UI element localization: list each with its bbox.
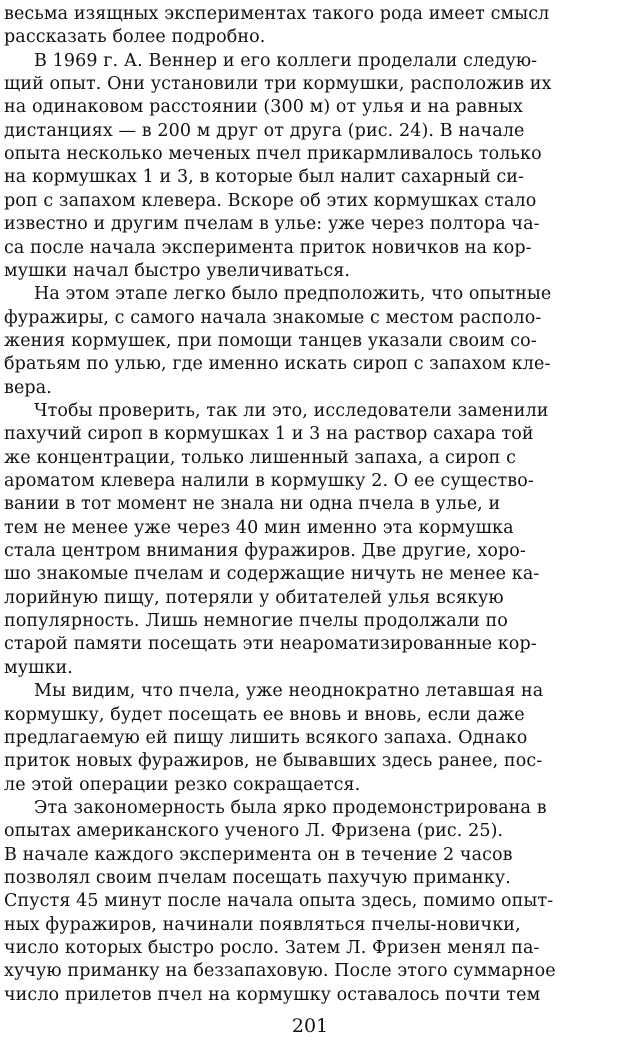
text-line: предлагаемую ей пищу лишить всякого запаха. Однако: [4, 727, 528, 748]
text-line: позволял своим пчелам посещать пахучую приманку.: [4, 867, 511, 888]
text-line: ароматом клевера налили в кормушку 2. О ее существо-: [4, 471, 534, 491]
text-line: хучую приманку на беззапаховую. После этого суммарное: [4, 961, 556, 982]
text-line: жения кормушек, при помощи танцев указали своим со-: [4, 330, 537, 351]
text-line: мушки.: [4, 657, 73, 678]
text-line: щий опыт. Они установили три кормушки, расположив их: [4, 74, 552, 95]
text-line: шо знакомые пчелам и содержащие ничуть не менее ка-: [4, 564, 540, 585]
text-line: дистанциях — в 200 м друг от друга (рис. 24). В начале: [4, 120, 525, 141]
text-line: лорийную пищу, потеряли у обитателей улья всякую: [4, 587, 504, 608]
text-line: са после начала эксперимента приток новичков на кор-: [4, 237, 532, 258]
text-line: старой памяти посещать эти неароматизированные кор-: [4, 634, 537, 655]
text-line: известно и другим пчелам в улье: уже через полтора ча-: [4, 214, 540, 235]
page-number: 201: [291, 1015, 329, 1037]
text-line: роп с запахом клевера. Вскоре об этих кормушках стало: [4, 190, 537, 211]
text-line: стала центром внимания фуражиров. Две другие, хоро-: [4, 541, 526, 562]
text-line: мушки начал быстро увеличиваться.: [4, 260, 351, 281]
text-line: вера.: [4, 377, 52, 398]
text-line: число которых быстро росло. Затем Л. Фризен менял па-: [4, 938, 540, 958]
text-line: фуражиры, с самого начала знакомые с местом располо-: [4, 307, 542, 328]
text-line: Чтобы проверить, так ли это, исследователи заменили: [34, 400, 549, 421]
text-line: На этом этапе легко было предположить, что опытные: [34, 284, 552, 305]
text-line: опытах американского ученого Л. Фризена (рис. 25).: [4, 821, 504, 842]
text-line: братьям по улью, где именно искать сироп с запахом кле-: [4, 354, 551, 375]
text-line: же концентрации, только лишенный запаха, а сироп с: [4, 447, 516, 468]
text-line: ных фуражиров, начинали появляться пчелы-новички,: [4, 914, 521, 935]
text-line: кормушку, будет посещать ее вновь и вновь, если даже: [4, 704, 525, 725]
text-line: популярность. Лишь немногие пчелы продолжали по: [4, 611, 508, 632]
text-line: вании в тот момент не знала ни одна пчела в улье, и: [4, 494, 501, 515]
text-line: Эта закономерность была ярко продемонстрирована в: [34, 797, 547, 818]
text-line: тем не менее уже через 40 мин именно эта кормушка: [4, 517, 514, 538]
text-line: Спустя 45 минут после начала опыта здесь, помимо опыт-: [4, 891, 554, 912]
text-line: весьма изящных экспериментах такого рода имеет смысл: [4, 4, 550, 24]
text-line: ле этой операции резко сокращается.: [4, 774, 361, 795]
text-line: В 1969 г. А. Веннер и его коллеги проделали следую-: [34, 50, 538, 71]
text-line: на кормушках 1 и 3, в которые был налит сахарный си-: [4, 167, 525, 188]
text-line: Мы видим, что пчела, уже неоднократно летавшая на: [34, 681, 544, 702]
text-line: В начале каждого эксперимента он в течение 2 часов: [4, 844, 513, 865]
text-line: рассказать более подробно.: [4, 27, 266, 48]
text-line: опыта несколько меченых пчел прикармливалось только: [4, 144, 542, 165]
text-line: пахучий сироп в кормушках 1 и 3 на раствор сахара той: [4, 424, 534, 445]
text-line: число прилетов пчел на кормушку оставалось почти тем: [4, 984, 541, 1005]
text-line: на одинаковом расстоянии (300 м) от улья и на равных: [4, 97, 523, 118]
text-line: приток новых фуражиров, не бывавших здесь ранее, пос-: [4, 751, 543, 772]
